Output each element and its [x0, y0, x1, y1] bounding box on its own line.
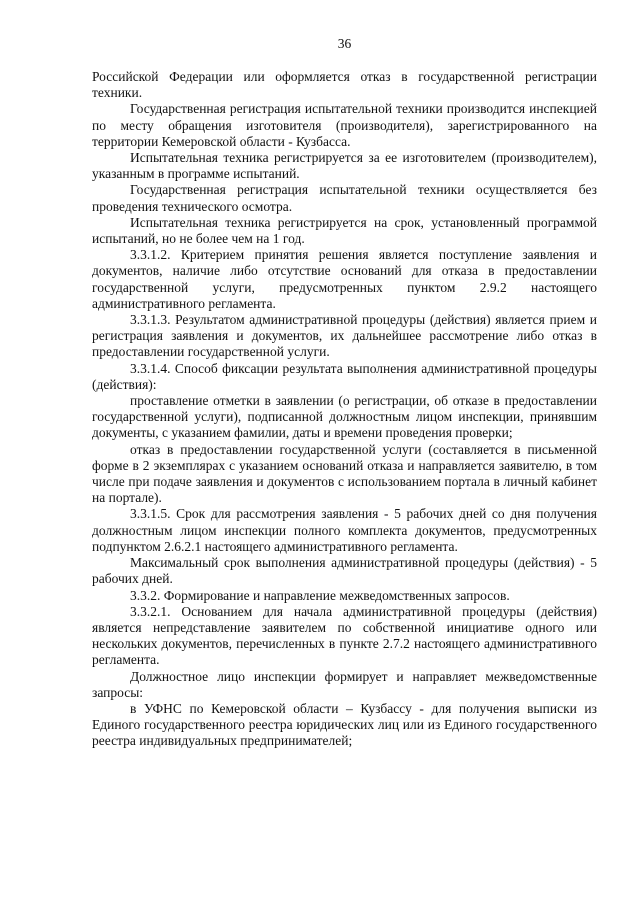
paragraph: Испытательная техника регистрируется за ее изготовителем (производителем), указанным в программе испытаний. [92, 150, 597, 182]
paragraph: Российской Федерации или оформляется отказ в государственной регистрации техники. [92, 69, 597, 101]
paragraph: в УФНС по Кемеровской области – Кузбассу - для получения выписки из Единого государственного реестра юридических лиц или из Единого государственного реестра индивидуальных предпринимателей; [92, 700, 597, 749]
paragraph: 3.3.1.2. Критерием принятия решения является поступление заявления и документов, наличие либо отсутствие оснований для отказа в предоставлении государственной услуги, предусмотренных пунктом 2.9.2 настоящего административного регламента. [92, 247, 597, 311]
document-body [92, 69, 597, 750]
paragraph: Максимальный срок выполнения административной процедуры (действия) - 5 рабочих дней. [92, 555, 597, 587]
paragraph: Испытательная техника регистрируется на срок, установленный программой испытаний, но не более чем на 1 год. [92, 214, 597, 247]
paragraph: Должностное лицо инспекции формирует и направляет межведомственные запросы: [92, 668, 597, 700]
paragraph: проставление отметки в заявлении (о регистрации, об отказе в предоставлении государственной услуги), подписанной должностным лицом инспекции, принявшим документы, с указанием фамилии, даты и времени проведения проверки; [92, 393, 597, 441]
paragraph: отказ в предоставлении государственной услуги (составляется в письменной форме в 2 экземплярах с указанием оснований отказа и направляется заявителю, в том числе при подаче заявления и документов с использованием портала в личный кабинет на портале). [92, 441, 597, 506]
paragraph: 3.3.2.1. Основанием для начала административной процедуры (действия) является непредставление заявителем по собственной инициативе одного или нескольких документов, перечисленных в пункте 2.7.2 настоящего административного регламента. [92, 603, 597, 668]
paragraph: 3.3.2. Формирование и направление межведомственных запросов. [130, 587, 510, 603]
paragraph: 3.3.1.5. Срок для рассмотрения заявления - 5 рабочих дней со дня получения должностным лицом инспекции полного комплекта документов, предусмотренных подпунктом 2.6.2.1 настоящего административного регламента. [92, 506, 597, 554]
paragraph: 3.3.1.3. Результатом административной процедуры (действия) является прием и регистрация заявления и документов, их дальнейшее рассмотрение либо отказ в предоставлении государственной услуги. [92, 312, 597, 360]
paragraph: Государственная регистрация испытательной техники осуществляется без проведения технического осмотра. [92, 182, 597, 214]
paragraph: Государственная регистрация испытательной техники производится инспекцией по месту обращения изготовителя (производителя), зарегистрированного на территории Кемеровской области - Кузбасса. [92, 101, 597, 149]
page-number: 36 [337, 36, 352, 51]
paragraph: 3.3.1.4. Способ фиксации результата выполнения административной процедуры (действия): [92, 360, 597, 392]
document-page [92, 36, 597, 750]
